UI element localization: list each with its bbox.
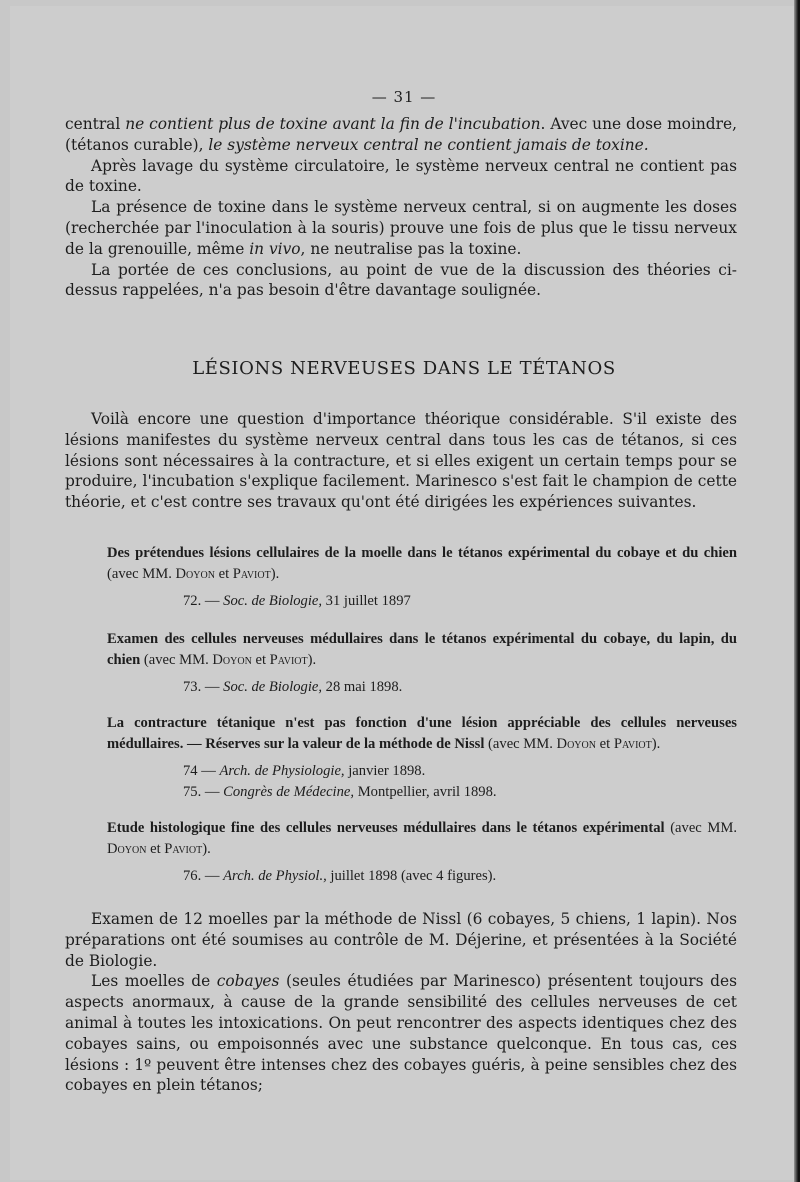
reference-heading: Des prétendues lésions cellulaires de la moelle dans le tétanos expérimental du cobaye et du chien (avec MM. Doyon et Paviot). [107, 545, 737, 582]
page-edge [794, 0, 800, 1182]
reference-item: 72. — Soc. de Biologie, 31 juillet 1897 [183, 593, 411, 609]
reference-group-1 [107, 543, 737, 612]
reference-item: 73. — Soc. de Biologie, 28 mai 1898. [183, 679, 403, 695]
section-intro [65, 409, 737, 513]
page-number: — 31 — [371, 88, 437, 106]
intro-paragraph-2: Après lavage du système circulatoire, le système nerveux central ne contient pas de toxine. [65, 156, 737, 196]
section-intro-paragraph: Voilà encore une question d'importance théorique considérable. S'il existe des lésions manifestes du système nerveux central dans tous les cas de tétanos, si ces lésions sont nécessaires à la contracture, et si elles exigent un certain temps pour se produire, l'incubation s'explique facilement. Marinesco s'est fait le champion de cette théorie, et c'est contre ses travaux qu'ont été dirigées les expériences suivantes. [65, 410, 737, 512]
reference-heading: Examen des cellules nerveuses médullaires dans le tétanos expérimental du cobaye, du lapin, du chien (avec MM. Doyon et Paviot). [107, 631, 737, 668]
section-title: LÉSIONS NERVEUSES DANS LE TÉTANOS [192, 358, 616, 379]
closing-paragraph-2: Les moelles de cobayes (seules étudiées par Marinesco) présentent toujours des aspects anormaux, à cause de la grande sensibilité des cellules nerveuses de cet animal à toutes les intoxications. On peut rencontrer des aspects identiques chez des cobayes sains, ou empoisonnés avec une substance quelconque. En tous cas, ces lésions : 1º peuvent être intenses chez des cobayes guéris, à peine sensibles chez des cobayes en plein tétanos; [65, 972, 737, 1095]
closing-text [65, 909, 737, 1096]
reference-group-2 [107, 629, 737, 698]
reference-heading: La contracture tétanique n'est pas fonction d'une lésion appréciable des cellules nerveuses médullaires. — Réserves sur la valeur de la méthode de Nissl (avec MM. Doyon et Paviot). [107, 715, 737, 752]
intro-paragraph-1: central ne contient plus de toxine avant la fin de l'incubation. Avec une dose moindre, (tétanos curable), le système nerveux central ne contient jamais de toxine. [65, 115, 737, 154]
reference-item: 76. — Arch. de Physiol., juillet 1898 (avec 4 figures). [183, 868, 497, 884]
reference-item: 75. — Congrès de Médecine, Montpellier, avril 1898. [183, 784, 497, 800]
closing-paragraph-1: Examen de 12 moelles par la méthode de Nissl (6 cobayes, 5 chiens, 1 lapin). Nos préparations ont été soumises au contrôle de M. Déjerine, et présentées à la Société de Biologie. [65, 910, 737, 970]
reference-item: 74 — Arch. de Physiologie, janvier 1898. [183, 763, 426, 779]
intro-paragraph-4: La portée de ces conclusions, au point de vue de la discussion des théories ci-dessus rappelées, n'a pas besoin d'être davantage soulignée. [65, 260, 737, 300]
intro-paragraph-3: La présence de toxine dans le système nerveux central, si on augmente les doses (recherchée par l'inoculation à la souris) prouve une fois de plus que le tissu nerveux de la grenouille, même in vivo, ne neutralise pas la toxine. [65, 198, 737, 258]
reference-group-4 [107, 818, 737, 887]
intro-text [65, 114, 737, 301]
reference-heading: Etude histologique fine des cellules nerveuses médullaires dans le tétanos expérimental (avec MM. Doyon et Paviot). [107, 820, 737, 857]
scanned-page [10, 6, 798, 1180]
reference-group-3 [107, 713, 737, 803]
